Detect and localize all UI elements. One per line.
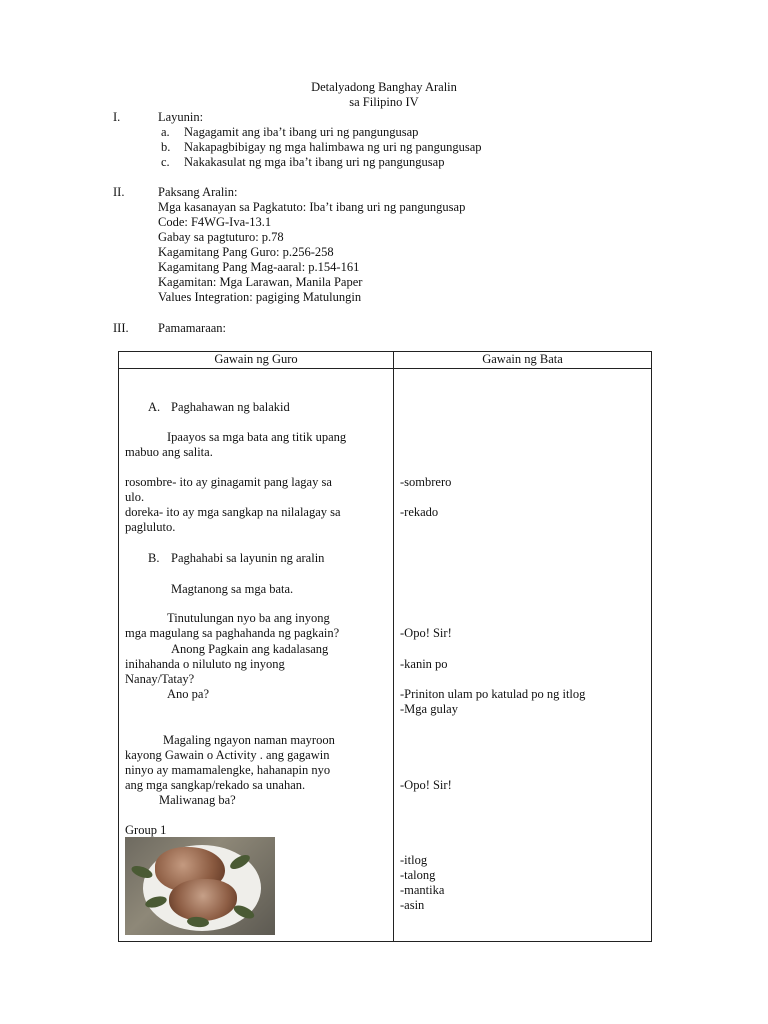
text-line: ulo. [125,490,145,504]
text-line: Ano pa? [167,687,209,701]
text-line: Tinutulungan nyo ba ang inyong [167,611,330,625]
text-line: mabuo ang salita. [125,445,213,459]
answer-line: -Mga gulay [400,702,458,716]
list-item: c. Nakakasulat ng mga iba’t ibang uri ng pangungusap [161,155,445,169]
detail-line: Kagamitang Pang Guro: p.256-258 [158,245,334,259]
step-title: Paghahawan ng balakid [171,400,290,414]
detail-line: Kagamitan: Mga Larawan, Manila Paper [158,275,363,289]
section-heading: Layunin: [158,110,204,124]
step-title: Paghahabi sa layunin ng aralin [171,551,325,565]
step-label: B. [148,551,160,565]
guro-cell [119,369,394,942]
ingredient-item: -talong [400,868,436,882]
group-label: Group 1 [125,823,167,837]
text-line: Magaling ngayon naman mayroon [163,733,335,747]
list-item: b. Nakapagbibigay ng mga halimbawa ng uri ng pangungusap [161,140,482,154]
text-line: Magtanong sa mga bata. [171,582,294,596]
procedure-table [118,351,652,942]
answer-line: -kanin po [400,657,448,671]
text-line: rosombre- ito ay ginagamit pang lagay sa [125,475,332,489]
subtitle-line: sa Filipino IV [349,95,419,109]
section-number: I. [113,110,121,124]
answer-line: -rekado [400,505,439,519]
text-line: Ipaayos sa mga bata ang titik upang [167,430,347,444]
title-line: Detalyadong Banghay Aralin [311,80,457,94]
detail-line: Gabay sa pagtuturo: p.78 [158,230,284,244]
column-header-guro: Gawain ng Guro [119,352,394,369]
answer-line: -Opo! Sir! [400,778,452,792]
text-line: inihahanda o niluluto ng inyong [125,657,285,671]
detail-line: Values Integration: pagiging Matulungin [158,290,362,304]
text-line: mga magulang sa paghahanda ng pagkain? [125,626,340,640]
column-header-bata: Gawain ng Bata [394,352,652,369]
document-title [0,80,768,110]
text-line: Anong Pagkain ang kadalasang [171,642,329,656]
step-label: A. [148,400,161,414]
ingredient-item: -mantika [400,883,445,897]
section-heading: Paksang Aralin: [158,185,238,199]
text-line: ninyo ay mamamalengke, hahanapin nyo [125,763,331,777]
text-line: Maliwanag ba? [159,793,236,807]
section-number: III. [113,321,129,335]
text-line: pagluluto. [125,520,176,534]
text-line: doreka- ito ay mga sangkap na nilalagay sa [125,505,341,519]
food-photo [125,837,275,935]
detail-line: Code: F4WG-Iva-13.1 [158,215,272,229]
answer-line: -Priniton ulam po katulad po ng itlog [400,687,586,701]
ingredient-item: -asin [400,898,425,912]
text-line: Nanay/Tatay? [125,672,195,686]
answer-line: -sombrero [400,475,452,489]
section-number: II. [113,185,125,199]
text-line: ang mga sangkap/rekado sa unahan. [125,778,306,792]
section-heading: Pamamaraan: [158,321,227,335]
text-line: kayong Gawain o Activity . ang gagawin [125,748,330,762]
answer-line: -Opo! Sir! [400,626,452,640]
detail-line: Kagamitang Pang Mag-aaral: p.154-161 [158,260,360,274]
detail-line: Mga kasanayan sa Pagkatuto: Iba’t ibang uri ng pangungusap [158,200,466,214]
bata-cell [394,369,652,942]
list-item: a. Nagagamit ang iba’t ibang uri ng pangungusap [161,125,419,139]
ingredient-item: -itlog [400,853,428,867]
